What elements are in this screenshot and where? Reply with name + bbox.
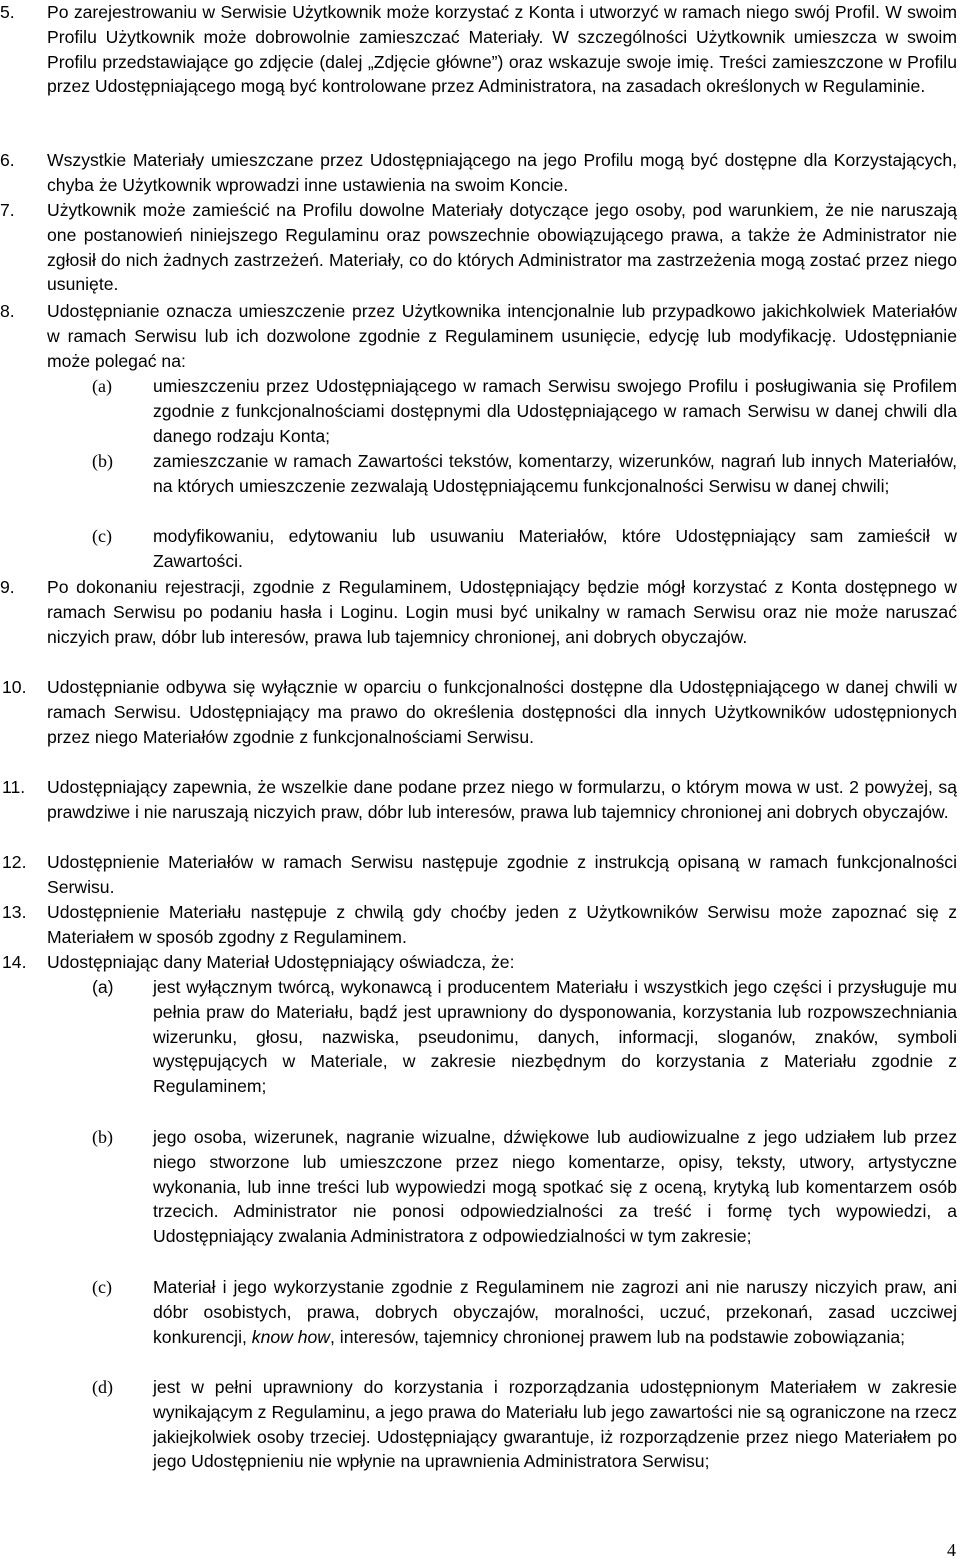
point-label: (c)	[92, 1277, 112, 1297]
clause-number: 9.	[0, 577, 15, 597]
italic-term: know how	[251, 1326, 331, 1347]
point-text: umieszczeniu przez Udostępniającego w ramach Serwisu swojego Profilu i posługiwania się Profilem zgodnie z funkcjonalnościami dostępnymi dla Udostępniającego w ramach Serwisu w danej chwili dla danego rodzaju Konta;	[153, 376, 957, 446]
point-label: (b)	[92, 451, 113, 471]
clause-14-point-c	[0, 1275, 957, 1349]
point-text: jego osoba, wizerunek, nagranie wizualne, dźwiękowe lub audiowizualne z jego udziałem lub przez niego stworzone lub umieszczone przez niego komentarze, opisy, teksty, utwory, artystyczne wykonania, lub inne treści lub wypowiedzi mogą spotkać się z oceną, krytyką lub komentarzem osób trzecich. Administrator nie ponosi odpowiedzialności za treść i formę tych wypowiedzi, a Udostępniający zwalania Administratora z odpowiedzialności w tym zakresie;	[153, 1127, 957, 1247]
point-text: jest w pełni uprawniony do korzystania i rozporządzania udostępnionym Materiałem w zakresie wynikającym z Regulaminu, a jego prawa do Materiału lub jego zawartości nie są ograniczone na rzecz jakiejkolwiek osoby trzeciej. Udostępniający gwarantuje, iż rozporządzenie przez niego Materiałem po jego Udostępnieniu nie wpłynie na uprawnienia Administratora Serwisu;	[153, 1377, 957, 1472]
point-text: modyfikowaniu, edytowaniu lub usuwaniu Materiałów, które Udostępniający sam zamieścił w Zawartości.	[153, 526, 957, 571]
clause-number: 14.	[2, 952, 27, 972]
clause-number: 7.	[0, 200, 15, 220]
clause-number: 11.	[2, 777, 26, 797]
clause-number: 10.	[2, 677, 27, 697]
clause-text: Udostępnienie Materiałów w ramach Serwisu następuje zgodnie z instrukcją opisaną w ramach funkcjonalności Serwisu.	[47, 852, 957, 897]
clause-text: Po zarejestrowaniu w Serwisie Użytkownik może korzystać z Konta i utworzyć w ramach niego swój Profil. W swoim Profilu Użytkownik może dobrowolnie zamieszczać Materiały. W szczególności Użytkownik umieszcza w swoim Profilu przedstawiające go zdjęcie (dalej „Zdjęcie główne”) oraz wskazuje swoje imię. Treści zamieszczone w Profilu przez Udostępniającego mogą być kontrolowane przez Administratora, na zasadach określonych w Regulaminie.	[47, 2, 957, 97]
point-label: (a)	[92, 376, 112, 396]
clause-number: 13.	[2, 902, 27, 922]
point-text: jest wyłącznym twórcą, wykonawcą i producentem Materiału i wszystkich jego części i przysługuje mu pełnia praw do Materiału, bądź jest uprawniony do dysponowania, korzystania lub rozpowszechniania wizerunku, głosu, nazwiska, pseudonimu, danych, informacji, sloganów, znaków, symboli występujących w Materiale, w zakresie niezbędnym do korzystania z Materiału zgodnie z Regulaminem;	[153, 977, 957, 1097]
clause-8-point-a	[0, 374, 957, 448]
point-text-continued: , interesów, tajemnicy chronionej prawem lub na podstawie zobowiązania;	[330, 1326, 906, 1347]
clause-text: Po dokonaniu rejestracji, zgodnie z Regulaminem, Udostępniający będzie mógł korzystać z Konta dostępnego w ramach Serwisu po podaniu hasła i Loginu. Login musi być unikalny w ramach Serwisu oraz nie może naruszać niczyich praw, dóbr lub interesów, prawa lub tajemnicy chronionej, ani dobrych obyczajów.	[47, 577, 957, 647]
clause-text: Udostępnienie Materiału następuje z chwilą gdy choćby jeden z Użytkowników Serwisu może zapoznać się z Materiałem w sposób zgodny z Regulaminem.	[47, 902, 957, 947]
clause-text: Udostępnianie oznacza umieszczenie przez Użytkownika intencjonalnie lub przypadkowo jakichkolwiek Materiałów w ramach Serwisu lub ich dozwolone zgodnie z Regulaminem usunięcie, edycję lub modyfikację. Udostępnianie może polegać na:	[47, 301, 957, 371]
clause-text: Udostępniając dany Materiał Udostępniający oświadcza, że:	[47, 952, 515, 972]
point-label: (a)	[92, 977, 114, 997]
point-label: (c)	[92, 526, 112, 546]
clause-9	[0, 575, 957, 649]
clause-14-point-d	[0, 1375, 957, 1474]
point-text: Materiał i jego wykorzystanie zgodnie z Regulaminem nie zagrozi ani nie naruszy niczyich praw, ani dóbr osobistych, prawa, dobrych obyczajów, moralności, uczuć, przekonań, zasad uczciwej konkurencji,	[153, 1277, 957, 1347]
clause-text: Użytkownik może zamieścić na Profilu dowolne Materiały dotyczące jego osoby, pod warunkiem, że nie naruszają one postanowień niniejszego Regulaminu oraz powszechnie obowiązującego prawa, a także że Administrator nie zgłosił do nich żadnych zastrzeżeń. Materiały, co do których Administrator ma zastrzeżenia mogą zostać przez niego usunięte.	[47, 200, 957, 295]
point-label: (b)	[92, 1127, 113, 1147]
clause-text: Wszystkie Materiały umieszczane przez Udostępniającego na jego Profilu mogą być dostępne dla Korzystających, chyba że Użytkownik wprowadzi inne ustawienia na swoim Koncie.	[47, 150, 957, 195]
clause-text: Udostępniający zapewnia, że wszelkie dane podane przez niego w formularzu, o którym mowa w ust. 2 powyżej, są prawdziwe i nie naruszają niczyich praw, dóbr lub interesów, prawa lub tajemnicy chronionej ani dobrych obyczajów.	[47, 777, 957, 822]
clause-14-point-a	[0, 975, 957, 1099]
clause-14	[0, 950, 957, 975]
clause-8-point-b	[0, 449, 957, 499]
clause-number: 12.	[2, 852, 27, 872]
clause-number: 8.	[0, 301, 15, 321]
page-number: 4	[947, 1540, 956, 1560]
clause-number: 6.	[0, 150, 15, 170]
clause-11	[0, 775, 957, 825]
clause-8	[0, 299, 957, 373]
clause-5	[0, 0, 957, 99]
clause-12	[0, 850, 957, 900]
clause-7	[0, 198, 957, 297]
clause-13	[0, 900, 957, 950]
clause-14-point-b	[0, 1125, 957, 1249]
clause-6	[0, 148, 957, 198]
point-label: (d)	[92, 1377, 113, 1397]
clause-10	[0, 675, 957, 749]
clause-number: 5.	[0, 2, 15, 22]
point-text: zamieszczanie w ramach Zawartości tekstów, komentarzy, wizerunków, nagrań lub innych Materiałów, na których umieszczenie zezwalają Udostępniającemu funkcjonalności Serwisu w danej chwili;	[153, 451, 957, 496]
clause-text: Udostępnianie odbywa się wyłącznie w oparciu o funkcjonalności dostępne dla Udostępniającego w danej chwili w ramach Serwisu. Udostępniający ma prawo do określenia dostępności dla innych Użytkowników udostępnionych przez niego Materiałów zgodnie z funkcjonalnościami Serwisu.	[47, 677, 957, 747]
clause-8-point-c	[0, 524, 957, 574]
